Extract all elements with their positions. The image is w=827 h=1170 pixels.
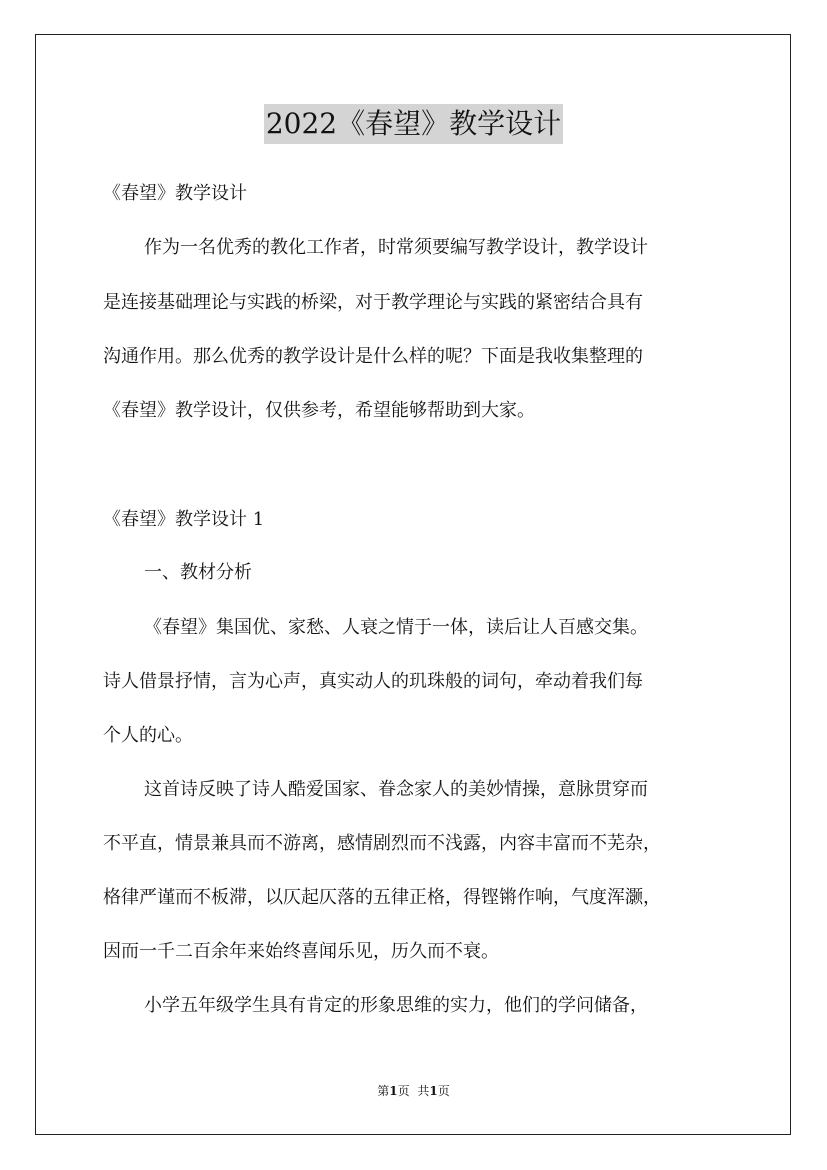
intro-line: 作为一名优秀的教化工作者，时常须要编写教学设计，教学设计 bbox=[144, 237, 648, 258]
paragraph-line: 这首诗反映了诗人酷爱国家、眷念家人的美妙情操，意脉贯穿而 bbox=[144, 779, 648, 800]
footer-page-number: 1 bbox=[389, 1084, 398, 1098]
paragraph-line: 不平直，情景兼具而不游离，感情剧烈而不浅露，内容丰富而不芜杂， bbox=[103, 833, 661, 854]
document-title bbox=[0, 103, 827, 144]
footer-page-prefix: 第 bbox=[377, 1084, 390, 1098]
document-subtitle: 《春望》教学设计 bbox=[103, 183, 247, 204]
section-heading: 《春望》教学设计 1 bbox=[103, 509, 265, 530]
intro-line: 《春望》教学设计，仅供参考，希望能够帮助到大家。 bbox=[103, 400, 535, 421]
footer-page-suffix: 页 bbox=[397, 1084, 410, 1098]
sub-heading: 一、教材分析 bbox=[144, 562, 252, 583]
page-footer bbox=[0, 1083, 827, 1099]
document-title-text: 2022《春望》教学设计 bbox=[264, 104, 563, 144]
paragraph-line: 小学五年级学生具有肯定的形象思维的实力，他们的学问储备， bbox=[144, 995, 648, 1016]
footer-total-prefix: 共 bbox=[417, 1084, 430, 1098]
paragraph-line: 因而一千二百余年来始终喜闻乐见，历久而不衰。 bbox=[103, 941, 499, 962]
footer-total-number: 1 bbox=[429, 1084, 438, 1098]
paragraph-line: 《春望》集国优、家愁、人衰之情于一体，读后让人百感交集。 bbox=[144, 617, 648, 638]
footer-total-suffix: 页 bbox=[437, 1084, 450, 1098]
paragraph-line: 格律严谨而不板滞，以仄起仄落的五律正格，得铿锵作响，气度浑灏， bbox=[103, 887, 661, 908]
intro-line: 是连接基础理论与实践的桥梁，对于教学理论与实践的紧密结合具有 bbox=[103, 292, 643, 313]
paragraph-line: 诗人借景抒情，言为心声，真实动人的玑珠般的词句，牵动着我们每 bbox=[103, 671, 643, 692]
intro-line: 沟通作用。那么优秀的教学设计是什么样的呢？下面是我收集整理的 bbox=[103, 346, 643, 367]
paragraph-line: 个人的心。 bbox=[103, 725, 193, 746]
